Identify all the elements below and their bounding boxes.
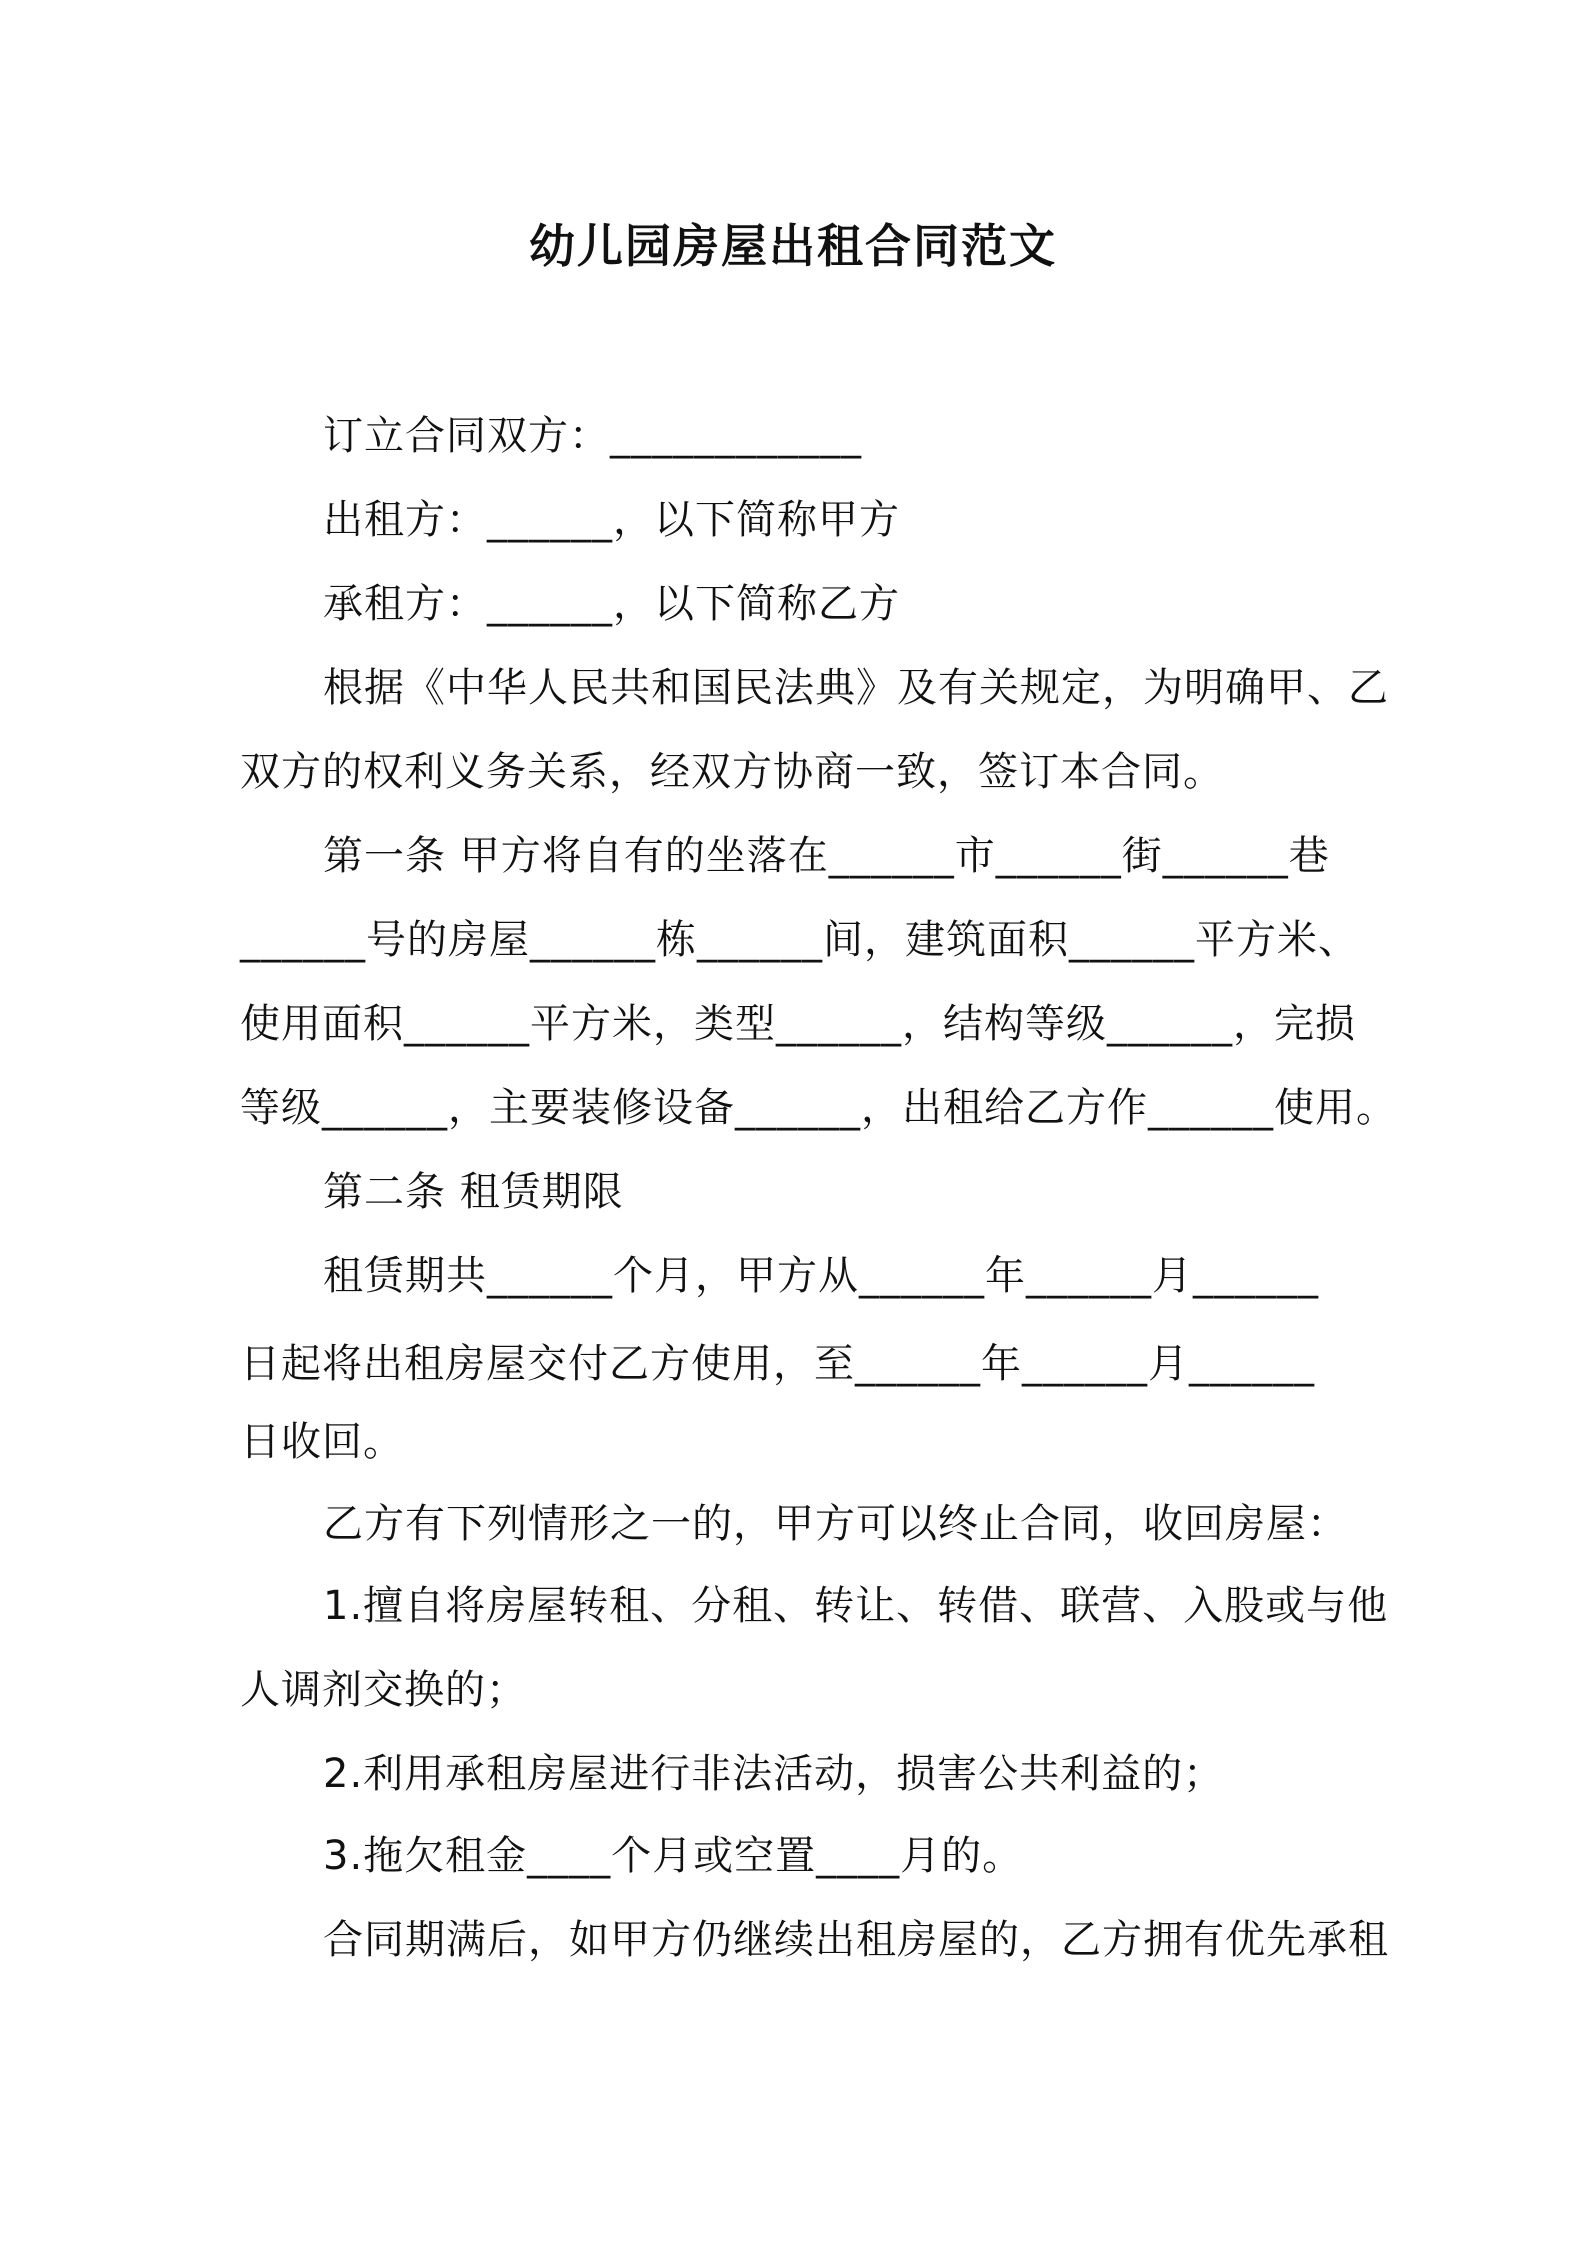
contract-parties-line: 订立合同双方：____________ [323,413,862,459]
lease-term-line-1: 租赁期共______个月，甲方从______年______月______ [323,1253,1319,1299]
renewal-line-1: 合同期满后，如甲方仍继续出租房屋的，乙方拥有优先承租 [323,1917,1389,1963]
article-1-line-3: 使用面积______平方米，类型______，结构等级______，完损 [240,1001,1356,1047]
lessor-line: 出租方：______，以下简称甲方 [323,497,900,543]
document-title: 幼儿园房屋出租合同范文 [529,219,1057,273]
lease-term-line-2: 日起将出租房屋交付乙方使用，至______年______月______ [240,1341,1315,1387]
article-1-line-1: 第一条 甲方将自有的坐落在______市______街______巷 [323,833,1330,879]
termination-intro: 乙方有下列情形之一的，甲方可以终止合同，收回房屋： [323,1501,1348,1547]
termination-item-1-line-2: 人调剂交换的； [240,1667,527,1713]
article-1-line-2: ______号的房屋______栋______间，建筑面积______平方米、 [240,917,1359,963]
lessee-line: 承租方：______，以下简称乙方 [323,581,900,627]
article-1-line-4: 等级______，主要装修设备______，出租给乙方作______使用。 [240,1085,1397,1131]
lease-term-line-3: 日收回。 [240,1419,404,1465]
preamble-line-1: 根据《中华人民共和国民法典》及有关规定，为明确甲、乙 [323,665,1389,711]
termination-item-1-line-1: 1.擅自将房屋转租、分租、转让、转借、联营、入股或与他 [323,1583,1389,1629]
article-2-heading: 第二条 租赁期限 [323,1169,624,1215]
preamble-line-2: 双方的权利义务关系，经双方协商一致，签订本合同。 [240,749,1224,795]
termination-item-2: 2.利用承租房屋进行非法活动，损害公共利益的； [323,1751,1225,1797]
termination-item-3: 3.拖欠租金____个月或空置____月的。 [323,1833,1024,1879]
